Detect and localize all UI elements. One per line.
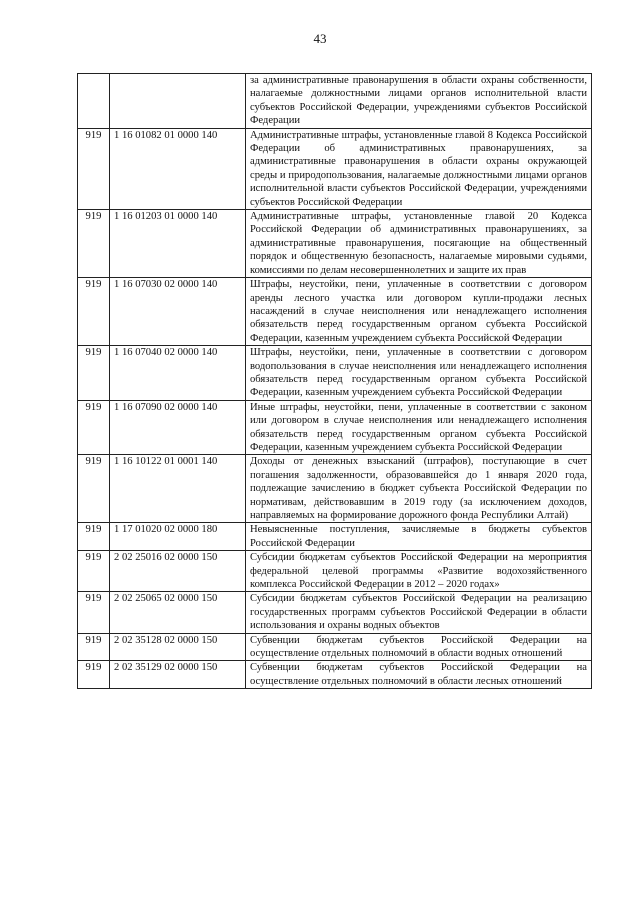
description-cell: Субвенции бюджетам субъектов Российской Федерации на осуществление отдельных полномочий в области лесных отношений [246, 661, 592, 689]
budget-code-cell: 1 16 07040 02 0000 140 [110, 346, 246, 401]
table-row [78, 278, 592, 346]
admin-code-cell: 919 [78, 346, 110, 401]
table-row [78, 74, 592, 129]
budget-code-cell: 2 02 35129 02 0000 150 [110, 661, 246, 689]
admin-code-cell: 919 [78, 400, 110, 455]
admin-code-cell: 919 [78, 278, 110, 346]
table-row [78, 661, 592, 689]
description-cell: Субсидии бюджетам субъектов Российской Федерации на реализацию государственных программ субъектов Российской Федерации в области использования и охраны водных объектов [246, 592, 592, 633]
description-cell: за административные правонарушения в области охраны собственности, налагаемые должностными лицами органов исполнительной власти субъектов Российской Федерации, учреждениями субъектов Российской Федерации [246, 74, 592, 129]
description-cell: Субвенции бюджетам субъектов Российской Федерации на осуществление отдельных полномочий в области водных отношений [246, 633, 592, 661]
table-row [78, 400, 592, 455]
admin-code-cell: 919 [78, 523, 110, 551]
description-cell: Штрафы, неустойки, пени, уплаченные в соответствии с договором аренды лесного участка или договором купли-продажи лесных насаждений в случае неисполнения или ненадлежащего исполнения обязательств перед государственным органом субъекта Российской Федерации, казенным учреждением субъекта Российской Федерации [246, 278, 592, 346]
budget-code-cell: 1 16 07090 02 0000 140 [110, 400, 246, 455]
table-row [78, 210, 592, 278]
admin-code-cell: 919 [78, 661, 110, 689]
admin-code-cell: 919 [78, 633, 110, 661]
admin-code-cell: 919 [78, 592, 110, 633]
budget-code-cell: 1 17 01020 02 0000 180 [110, 523, 246, 551]
table-row [78, 633, 592, 661]
table-row [78, 346, 592, 401]
description-cell: Невыясненные поступления, зачисляемые в бюджеты субъектов Российской Федерации [246, 523, 592, 551]
table-row [78, 455, 592, 523]
budget-code-cell: 1 16 01203 01 0000 140 [110, 210, 246, 278]
table-row [78, 128, 592, 209]
table-row [78, 551, 592, 592]
budget-code-cell: 1 16 07030 02 0000 140 [110, 278, 246, 346]
page-number: 43 [313, 31, 327, 46]
admin-code-cell: 919 [78, 128, 110, 209]
budget-code-cell [110, 74, 246, 129]
description-cell: Субсидии бюджетам субъектов Российской Федерации на мероприятия федеральной целевой программы «Развитие водохозяйственного комплекса Российской Федерации в 2012 – 2020 годах» [246, 551, 592, 592]
table-row [78, 523, 592, 551]
admin-code-cell [78, 74, 110, 129]
description-cell: Иные штрафы, неустойки, пени, уплаченные в соответствии с законом или договором в случае неисполнения или ненадлежащего исполнения обязательств перед государственным органом субъекта Российской Федерации, казенным учреждением субъекта Российской Федерации [246, 400, 592, 455]
admin-code-cell: 919 [78, 551, 110, 592]
admin-code-cell: 919 [78, 210, 110, 278]
table-row [78, 592, 592, 633]
budget-code-cell: 2 02 25016 02 0000 150 [110, 551, 246, 592]
revenue-codes-table [77, 73, 592, 689]
budget-code-cell: 2 02 35128 02 0000 150 [110, 633, 246, 661]
description-cell: Административные штрафы, установленные главой 8 Кодекса Российской Федерации об административных правонарушениях, за административные правонарушения в области охраны окружающей среды и природопользования, налагаемые должностными лицами органов исполнительной власти субъектов Российской Федерации, учреждениями субъектов Российской Федерации [246, 128, 592, 209]
description-cell: Доходы от денежных взысканий (штрафов), поступающие в счет погашения задолженности, образовавшейся до 1 января 2020 года, подлежащие зачислению в бюджет субъекта Российской Федерации по нормативам, действовавшим в 2019 году (за исключением доходов, направляемых на формирование дорожного фонда Республики Алтай) [246, 455, 592, 523]
admin-code-cell: 919 [78, 455, 110, 523]
budget-code-cell: 1 16 01082 01 0000 140 [110, 128, 246, 209]
budget-code-cell: 2 02 25065 02 0000 150 [110, 592, 246, 633]
description-cell: Штрафы, неустойки, пени, уплаченные в соответствии с договором водопользования в случае неисполнения или ненадлежащего исполнения обязательств перед государственным органом субъекта Российской Федерации, казенным учреждением субъекта Российской Федерации [246, 346, 592, 401]
description-cell: Административные штрафы, установленные главой 20 Кодекса Российской Федерации об административных правонарушениях, за административные правонарушения, посягающие на общественный порядок и общественную безопасность, налагаемые мировыми судьями, комиссиями по делам несовершеннолетних и защите их прав [246, 210, 592, 278]
budget-code-cell: 1 16 10122 01 0001 140 [110, 455, 246, 523]
